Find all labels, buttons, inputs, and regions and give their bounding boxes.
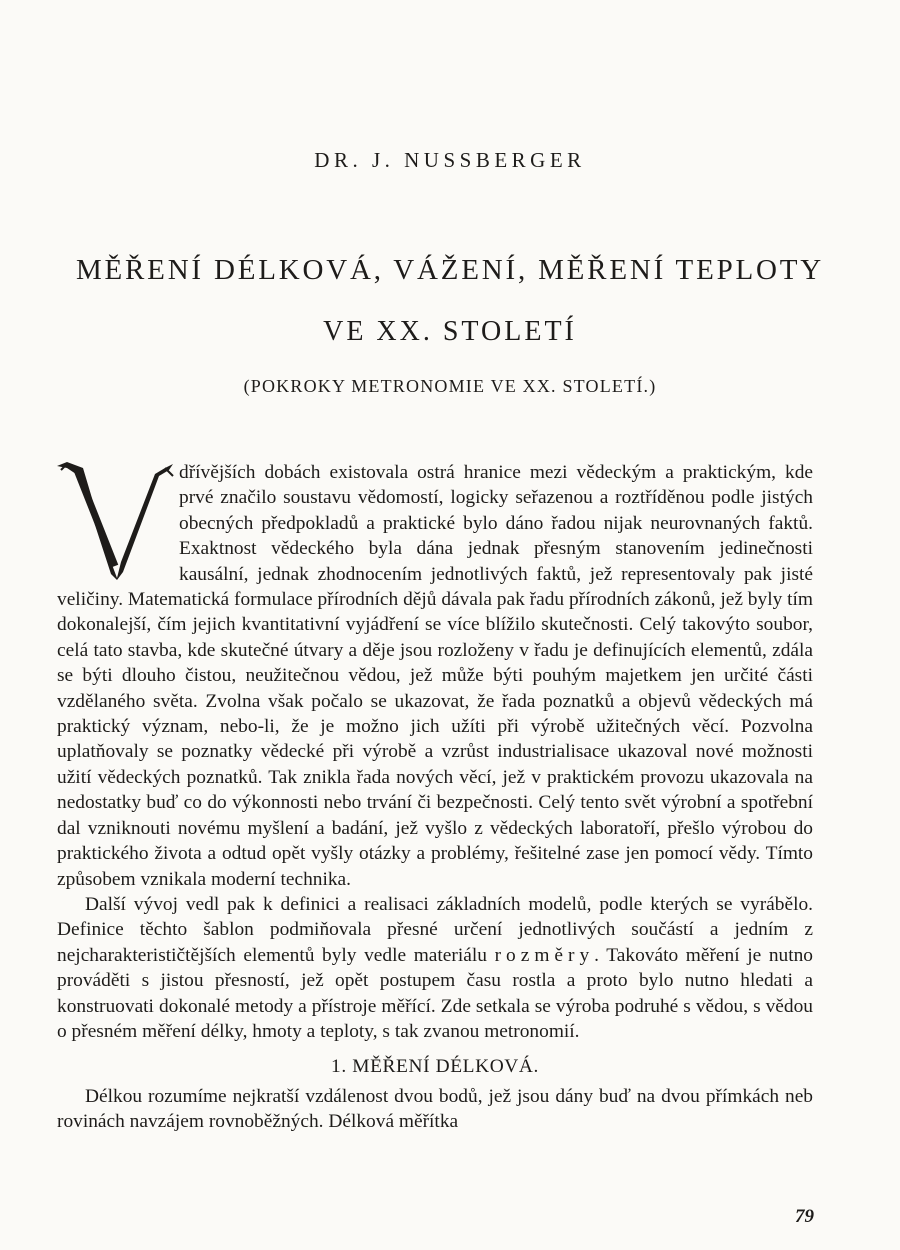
paragraph-intro <box>57 460 813 892</box>
section-heading: 1. MĚŘENÍ DÉLKOVÁ. <box>331 1056 539 1078</box>
paragraph-models <box>57 892 813 1044</box>
page-number: 79 <box>795 1206 814 1227</box>
paragraph-length: Délkou rozumíme nejkratší vzdálenost dvou bodů, jež jsou dány buď na dvou přímkách neb rovinách navzájem rovnoběžných. Délková měřítka <box>57 1085 813 1133</box>
emphasis-rozmery: rozměry <box>494 944 595 966</box>
dropcap-initial <box>57 454 177 580</box>
article-subtitle: (POKROKY METRONOMIE VE XX. STOLETÍ.) <box>243 376 657 396</box>
paragraph-models-text-b: . Takováto měření je nutno prováděti s jistou přesností, jež opět postupem času rostla a proto bylo nutno hledati a konstruovati dokonalé metody a přístroje měřící. Zde setkala se výroba podruhé s vědou, s vědou o přesném měření délky, hmoty a teploty, s tak zvanou metronomií. <box>57 944 813 1042</box>
paragraph-models-text-a: Další vývoj vedl pak k definici a realisaci základních modelů, podle kterých se vyrábělo. Definice těchto šablon podmiňovala přesné určení jednotlivých součástí a jedním z nejcharakterističtějších elementů byly vedle materiálu <box>57 893 813 966</box>
article-body <box>57 460 813 1135</box>
article-title-line1: MĚŘENÍ DÉLKOVÁ, VÁŽENÍ, MĚŘENÍ TEPLOTY <box>75 254 825 286</box>
article-title-line2: VE XX. STOLETÍ <box>323 316 577 347</box>
paragraph-intro-text: dřívějších dobách existovala ostrá hranice mezi vědeckým a praktickým, kde prvé značilo soustavu vědomostí, logicky seřazenou a roztříděnou podle jistých obecných předpokladů a praktické bylo dáno řadou nijak neurovnaných faktů. Exaktnost vědeckého byla dána jednak přesným stanovením jedinečnosti kausální, jednak zhodnocením jednotlivých faktů, jež representovaly pak jisté veličiny. Matematická formulace přírodních dějů dávala pak řadu přírodních zákonů, jež byly tím dokonalejší, čím jejich kvantitativní vyjádření se více blížilo skutečnosti. Celý takovýto soubor, celá tato stavba, kde skutečné útvary a děje jsou rozloženy v řadu je definujících elementů, zdála se býti dlouho čistou, neužitečnou vědou, jež může býti pouhým majetkem jen určité části vzdělaného světa. Zvolna však počalo se ukazovat, že řada poznatků a objevů vědeckých má praktický význam, nebo-li, že je možno jich užíti při výrobě užitečných věcí. Pozvolna uplatňovaly se poznatky vědecké při výrobě a vzrůst industrialisace ukazoval nové možnosti užití vědeckých poznatků. Tak znikla řada nových věcí, jež v praktickém provozu ukazovala na nedostatky buď co do výkonnosti nebo trvání či bezpečnosti. Celý tento svět výrobní a spotřební dal vzniknouti novému myšlení a badání, jež vyšlo z vědeckých laboratoří, přešlo výrobou do praktického života a odtud opět vyšly otázky a problémy, řešitelné zase jen pomocí vědy. Tímto způsobem vznikala moderní technika. <box>57 462 813 890</box>
author-name: DR. J. NUSSBERGER <box>314 148 586 172</box>
